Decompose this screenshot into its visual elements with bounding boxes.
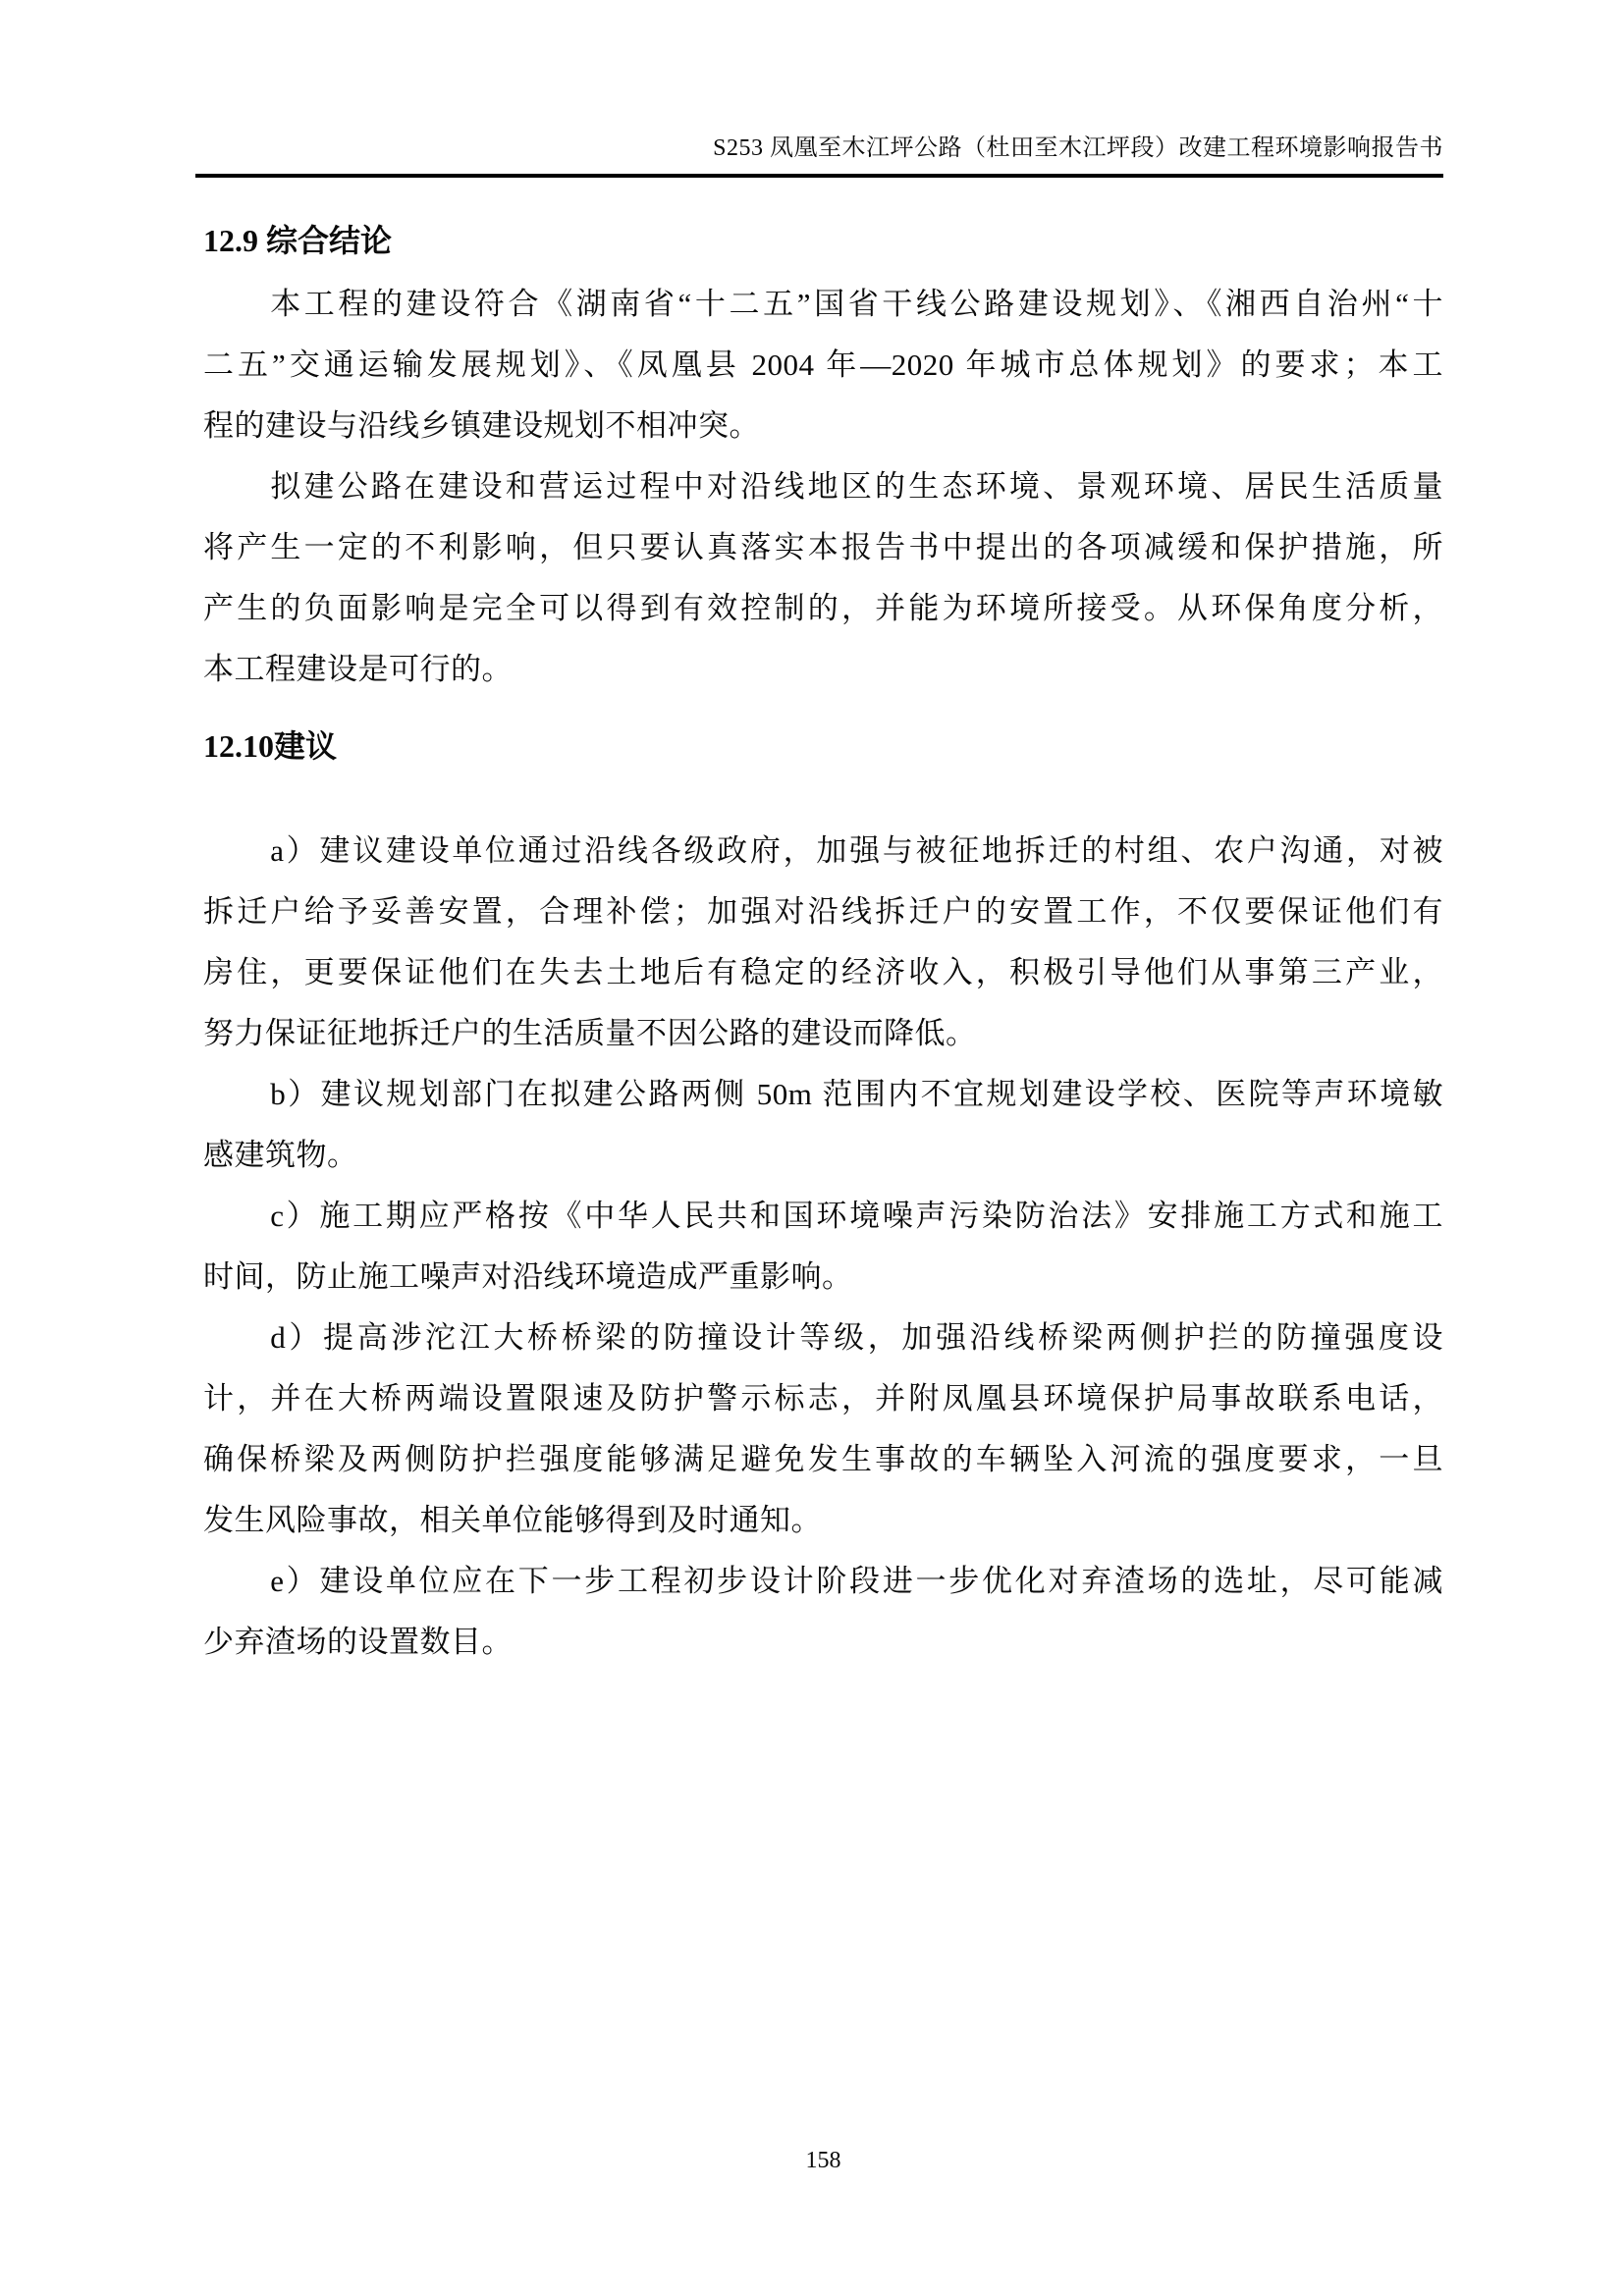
text-line: 房住，更要保证他们在失去土地后有稳定的经济收入，积极引导他们从事第三产业， [203, 955, 1443, 989]
heading-12-9: 12.9 综合结论 [203, 223, 393, 258]
paragraph [203, 1064, 1443, 1186]
text-line: 本工程建设是可行的。 [203, 652, 513, 686]
text-line: c）施工期应严格按《中华人民共和国环境噪声污染防治法》安排施工方式和施工 [270, 1199, 1443, 1233]
text-line: 拟建公路在建设和营运过程中对沿线地区的生态环境、景观环境、居民生活质量 [270, 469, 1443, 504]
page-footer [203, 2146, 1443, 2175]
paragraph [203, 456, 1443, 700]
text-line: 感建筑物。 [203, 1138, 358, 1172]
text-line: 本工程的建设符合《湖南省“十二五”国省干线公路建设规划》、《湘西自治州“十 [270, 287, 1443, 321]
text-line: 将产生一定的不利影响，但只要认真落实本报告书中提出的各项减缓和保护措施，所 [203, 530, 1443, 564]
page-number: 158 [805, 2148, 841, 2173]
text-line: d）提高涉沱江大桥桥梁的防撞设计等级，加强沿线桥梁两侧护拦的防撞强度设 [270, 1320, 1443, 1355]
paragraph [203, 1308, 1443, 1551]
text-line: 发生风险事故，相关单位能够得到及时通知。 [203, 1503, 822, 1537]
text-line: 努力保证征地拆迁户的生活质量不因公路的建设而降低。 [203, 1016, 977, 1050]
paragraph [203, 1551, 1443, 1673]
text-line: 确保桥梁及两侧防护拦强度能够满足避免发生事故的车辆坠入河流的强度要求，一旦 [203, 1442, 1443, 1476]
page-header [203, 135, 1443, 178]
text-line: e）建设单位应在下一步工程初步设计阶段进一步优化对弃渣场的选址，尽可能减 [270, 1564, 1443, 1598]
text-line: a）建议建设单位通过沿线各级政府，加强与被征地拆迁的村组、农户沟通，对被 [270, 833, 1443, 868]
text-line: 计，并在大桥两端设置限速及防护警示标志，并附凤凰县环境保护局事故联系电话， [203, 1381, 1443, 1415]
heading-12-10: 12.10建议 [203, 728, 338, 764]
text-line: 拆迁户给予妥善安置，合理补偿；加强对沿线拆迁户的安置工作，不仅要保证他们有 [203, 894, 1443, 929]
paragraph [203, 1186, 1443, 1308]
text-line: b）建议规划部门在拟建公路两侧 50m 范围内不宜规划建设学校、医院等声环境敏 [270, 1077, 1443, 1111]
paragraph [203, 821, 1443, 1064]
text-line: 时间，防止施工噪声对沿线环境造成严重影响。 [203, 1259, 853, 1294]
paragraph [203, 274, 1443, 456]
header-title: S253 凤凰至木江坪公路（杜田至木江坪段）改建工程环境影响报告书 [713, 135, 1443, 161]
text-line: 二五”交通运输发展规划》、《凤凰县 2004 年—2020 年城市总体规划》的要求；本工 [203, 347, 1443, 382]
text-line: 产生的负面影响是完全可以得到有效控制的，并能为环境所接受。从环保角度分析， [203, 591, 1443, 625]
text-line: 少弃渣场的设置数目。 [203, 1625, 513, 1659]
doc-body [203, 210, 1443, 1673]
header-rule [195, 174, 1443, 178]
text-line: 程的建设与沿线乡镇建设规划不相冲突。 [203, 408, 760, 443]
